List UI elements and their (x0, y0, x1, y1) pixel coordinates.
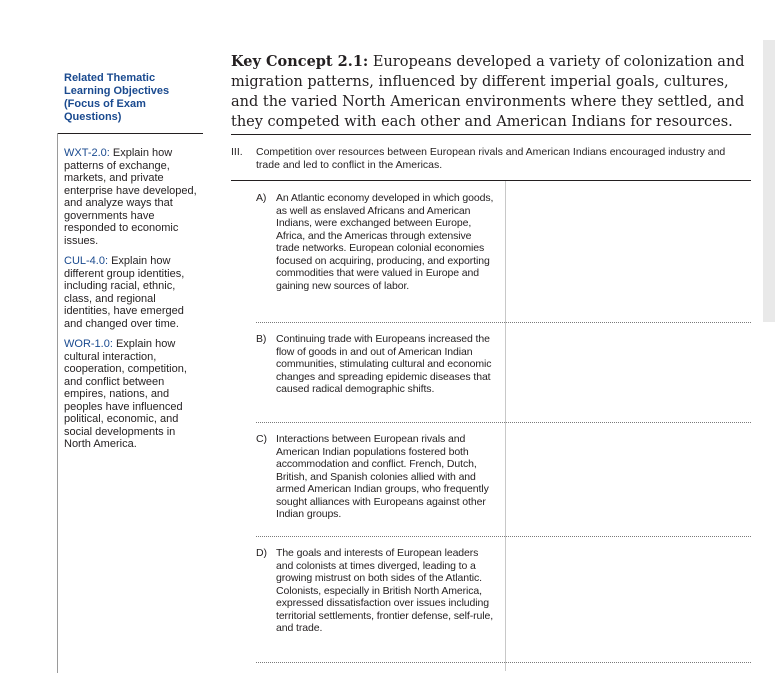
objectives-list (64, 147, 202, 459)
key-concept-text: Europeans developed a variety of colonization and migration patterns, influenced by different imperial goals, cultures, and the varied North American environments where they settled, and they competed with each other and American Indians for resources. (231, 54, 745, 130)
section-heading (231, 146, 741, 171)
objectives-heading: Related Thematic Learning Objectives (Focus of Exam Questions) (64, 72, 170, 123)
objective-wor (64, 338, 202, 451)
point-letter: C) (256, 433, 267, 445)
scrollbar[interactable] (763, 40, 775, 322)
objective-text: Explain how different group identities, including racial, ethnic, class, and regional identities, have emerged and changed over time. (64, 255, 185, 330)
point-text: Interactions between European rivals and American Indian populations fostered both accommodation and conflict. French, Dutch, British, and Spanish colonies allied with and armed American Indian groups, who frequently sought alliances with Europeans against other Indian groups. (276, 433, 489, 520)
dotted-separator (256, 662, 751, 663)
objective-code: WXT-2.0: (64, 147, 110, 159)
objective-cul (64, 255, 202, 330)
point-text: An Atlantic economy developed in which goods, as well as enslaved Africans and American Indians, were exchanged between Europe, Africa, and the Americas through extensive trade networks. European colonial economies focused on acquiring, producing, and exporting commodities that were valued in Europe and gaining new sources of labor. (276, 192, 494, 292)
key-concept-rule (231, 134, 751, 135)
point-letter: D) (256, 547, 267, 559)
dotted-separator (256, 536, 751, 537)
objective-wxt (64, 147, 202, 247)
dotted-separator (256, 422, 751, 423)
objective-code: WOR-1.0: (64, 338, 113, 350)
dotted-separator (256, 322, 751, 323)
point-text: Continuing trade with Europeans increased the flow of goods in and out of American Indian communities, stimulating cultural and economic changes and spreading epidemic diseases that caused radical demographic shifts. (276, 333, 492, 395)
objective-code: CUL-4.0: (64, 255, 109, 267)
sidebar-rule (57, 133, 203, 134)
objective-text: Explain how cultural interaction, cooperation, competition, and conflict between empires, nations, and peoples have influenced political, economic, and social developments in North America. (64, 338, 187, 450)
key-concept-title (231, 52, 751, 132)
column-divider (505, 181, 506, 671)
point-letter: B) (256, 333, 267, 345)
section-text: Competition over resources between European rivals and American Indians encouraged industry and trade and led to conflict in the Americas. (256, 146, 726, 171)
objective-text: Explain how patterns of exchange, markets, and private enterprise have developed, and analyze ways that governments have responded to economic issues. (64, 147, 197, 247)
sidebar-border (57, 133, 58, 673)
point-d (256, 547, 496, 635)
section-rule (231, 180, 751, 181)
point-letter: A) (256, 192, 267, 204)
point-b (256, 333, 496, 396)
section-number: III. (231, 146, 243, 158)
point-c (256, 433, 496, 521)
point-text: The goals and interests of European leaders and colonists at times diverged, leading to a growing mistrust on both sides of the Atlantic. Colonists, especially in British North America, expressed dissatisfaction over issues including territorial settlements, frontier defense, self-rule, and trade. (276, 547, 494, 634)
point-a (256, 192, 496, 292)
key-concept-label: Key Concept 2.1: (231, 53, 369, 70)
